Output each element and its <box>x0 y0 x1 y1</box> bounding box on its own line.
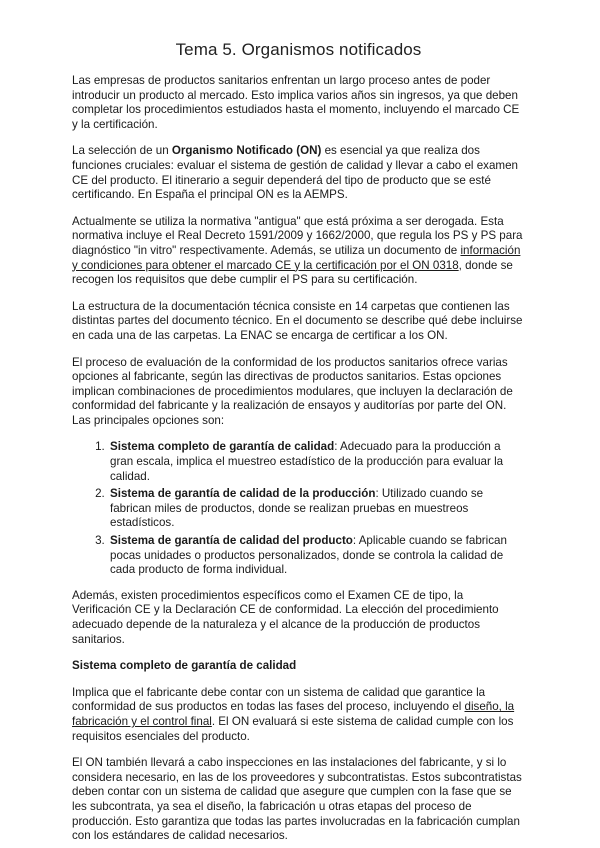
list-item-title: Sistema de garantía de calidad de la producción <box>110 487 376 501</box>
list-item-text: : Aplicable cuando se fabrican pocas unidades o productos personalizados, donde se controla la calidad de cada producto de forma individual. <box>110 534 507 577</box>
options-list <box>72 440 525 577</box>
list-item-text: : Adecuado para la producción a gran escala, implica el muestreo estadístico de la producción para evaluar la calidad. <box>110 440 504 483</box>
list-item <box>108 440 525 484</box>
text-run: La selección de un <box>72 144 172 158</box>
paragraph-inspecciones: El ON también llevará a cabo inspecciones en las instalaciones del fabricante, y si lo considera necesario, en las de los proveedores y subcontratistas. Estos subcontratistas deben contar con un sistema de calidad que asegure que cumplen con la fase que se les subcontrata, ya sea el diseño, la fabricación u otras etapas del proceso de producción. Esto garantiza que todas las partes involucradas en la fabricación cumplan con los estándares de calidad necesarios. <box>72 756 522 843</box>
list-item <box>108 487 525 531</box>
text-run: es esencial ya que realiza dos funciones cruciales: evaluar el sistema de gestión de calidad y llevar a cabo el examen CE del producto. El itinerario a seguir dependerá del tipo de producto que se esté certificando. En España el principal ON es la AEMPS. <box>72 144 518 202</box>
paragraph-sistema-completo <box>72 686 525 744</box>
section-heading: Sistema completo de garantía de calidad <box>72 659 297 673</box>
paragraph-normativa <box>72 215 525 288</box>
list-item-title: Sistema completo de garantía de calidad <box>110 440 335 454</box>
paragraph-procedimientos: Además, existen procedimientos específicos como el Examen CE de tipo, la Verificación CE y la Declaración CE de conformidad. La elección del procedimiento adecuado depende de la naturaleza y el alcance de la producción de productos sanitarios. <box>72 588 499 646</box>
paragraph-intro: Las empresas de productos sanitarios enfrentan un largo proceso antes de poder introducir un producto al mercado. Esto implica varios años sin ingresos, ya que deben completar los procedimientos estudiados hasta el momento, incluyendo el marcado CE y la certificación. <box>72 74 520 131</box>
document-link[interactable]: información y condiciones para obtener el marcado CE y la certificación por el ON 0318 <box>72 243 521 272</box>
list-item-title: Sistema de garantía de calidad del producto <box>110 534 353 548</box>
page-title: Tema 5. Organismos notificados <box>175 40 422 59</box>
list-item <box>108 534 525 578</box>
paragraph-estructura: La estructura de la documentación técnica consiste en 14 carpetas que contienen las distintas partes del documento técnico. En el documento se describe qué debe incluirse en cada una de las carpetas. La ENAC se encarga de certificar a los ON. <box>72 299 523 342</box>
list-item-text: : Utilizado cuando se fabrican miles de productos, donde se realizan pruebas en muestreos estadísticos. <box>110 487 484 530</box>
paragraph-evaluacion: El proceso de evaluación de la conformidad de los productos sanitarios ofrece varias opciones al fabricante, según las directivas de productos sanitarios. Estas opciones implican combinaciones de procedimientos modulares, que incluyen la declaración de conformidad del fabricante y la realización de ensayos y auditorías por parte del ON. Las principales opciones son: <box>72 355 513 427</box>
underlined-phrase[interactable]: diseño, la fabricación y el control final <box>72 700 515 728</box>
text-run: . El ON evaluará si este sistema de calidad cumple con los requisitos esenciales del producto. <box>72 714 514 743</box>
paragraph-on-selection <box>72 144 525 202</box>
text-run: Implica que el fabricante debe contar con un sistema de calidad que garantice la conformidad de sus productos en todas las fases del proceso, incluyendo el <box>72 685 486 714</box>
text-run: , donde se recogen los requisitos que debe cumplir el PS para su certificación. <box>72 258 513 287</box>
text-run: Actualmente se utiliza la normativa "antigua" que está próxima a ser derogada. Esta normativa incluye el Real Decreto 1591/2009 y 1662/2000, que regula los PS y PS para diagnóstico "in vitro" respectivamente. Además, se utiliza un documento de <box>72 214 523 257</box>
bold-term: Organismo Notificado (ON) <box>171 144 322 158</box>
